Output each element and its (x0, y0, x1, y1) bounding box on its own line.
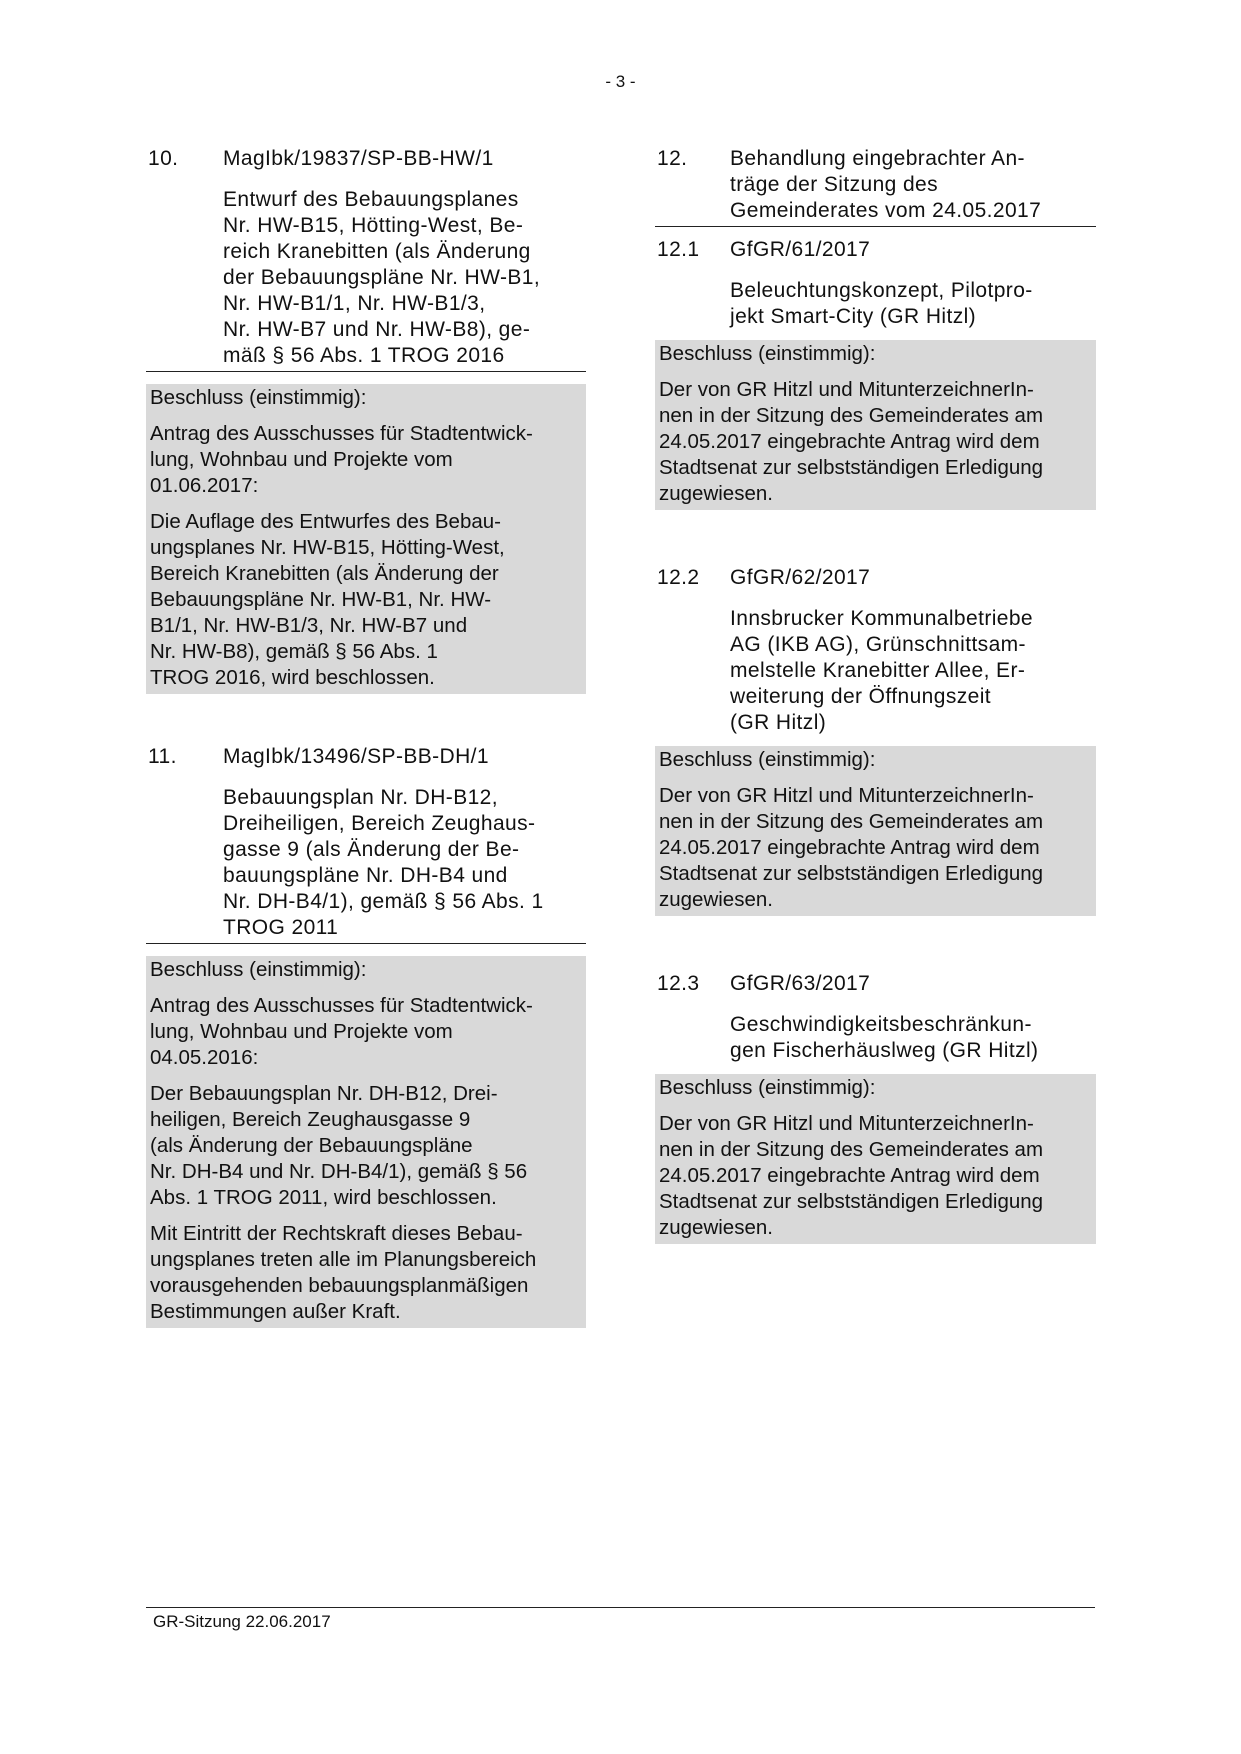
decision-box (655, 1074, 1096, 1244)
agenda-item-12-3 (655, 971, 1096, 1244)
page-number: - 3 - (605, 72, 636, 91)
decision-box (655, 746, 1096, 916)
agenda-item-11 (146, 744, 586, 1328)
decision-box (146, 384, 586, 694)
item-subject: Bebauungsplan Nr. DH-B12, Dreiheiligen, Bereich Zeughaus- gasse 9 (als Änderung der Be- bauungspläne Nr. DH-B4 und Nr. DH-B4/1), gemäß § 56 Abs. 1 TROG 2011 (223, 786, 544, 939)
decision-paragraph: Antrag des Ausschusses für Stadtentwick- lung, Wohnbau und Projekte vom 01.06.2017: (150, 422, 533, 497)
item-subject: Innsbrucker Kommunalbetriebe AG (IKB AG), Grünschnittsam- melstelle Kranebitter Allee, Er- weiterung der Öffnungszeit (GR Hitzl) (730, 607, 1034, 734)
decision-paragraph: Der Bebauungsplan Nr. DH-B12, Drei- heiligen, Bereich Zeughausgasse 9 (als Änderung der Bebauungspläne Nr. DH-B4 und Nr. DH-B4/1), gemäß § 56 Abs. 1 TROG 2011, wird beschlossen. (150, 1082, 528, 1209)
footer-divider (146, 1607, 1095, 1608)
decision-paragraph: Der von GR Hitzl und MitunterzeichnerIn- nen in der Sitzung des Gemeinderates am 24.05.2017 eingebrachte Antrag wird dem Stadtsenat zur selbstständigen Erledigung zugewiesen. (659, 378, 1044, 505)
item-code: MagIbk/13496/SP-BB-DH/1 (223, 745, 489, 768)
decision-paragraph: Der von GR Hitzl und MitunterzeichnerIn- nen in der Sitzung des Gemeinderates am 24.05.2017 eingebrachte Antrag wird dem Stadtsenat zur selbstständigen Erledigung zugewiesen. (659, 784, 1044, 911)
item-subject: Entwurf des Bebauungsplanes Nr. HW-B15, Hötting-West, Be- reich Kranebitten (als Änderung der Bebauungspläne Nr. HW-B1, Nr. HW-B1/1, Nr. HW-B1/3, Nr. HW-B7 und Nr. HW-B8), ge- mäß § 56 Abs. 1 TROG 2016 (223, 188, 541, 367)
left-column (146, 146, 586, 1328)
decision-label: Beschluss (einstimmig): (150, 958, 367, 981)
footer-text: GR-Sitzung 22.06.2017 (153, 1612, 331, 1631)
section-header (655, 146, 1096, 227)
agenda-item-12-2 (655, 565, 1096, 916)
decision-label: Beschluss (einstimmig): (659, 1076, 876, 1099)
item-number: 12.3 (657, 972, 700, 995)
item-header (655, 237, 1096, 332)
item-code: GfGR/63/2017 (730, 972, 871, 995)
item-number: 12.2 (657, 566, 700, 589)
right-column (655, 146, 1096, 1244)
decision-box (146, 956, 586, 1328)
decision-box (655, 340, 1096, 510)
decision-paragraph: Die Auflage des Entwurfes des Bebau- ungsplanes Nr. HW-B15, Hötting-West, Bereich Kranebitten (als Änderung der Bebauungspläne Nr. HW-B1, Nr. HW- B1/1, Nr. HW-B1/3, Nr. HW-B7 und Nr. HW-B8), gemäß § 56 Abs. 1 TROG 2016, wird beschlossen. (150, 510, 505, 689)
decision-label: Beschluss (einstimmig): (659, 748, 876, 771)
decision-paragraph: Der von GR Hitzl und MitunterzeichnerIn- nen in der Sitzung des Gemeinderates am 24.05.2017 eingebrachte Antrag wird dem Stadtsenat zur selbstständigen Erledigung zugewiesen. (659, 1112, 1044, 1239)
section-number: 12. (657, 147, 688, 170)
item-subject: Beleuchtungskonzept, Pilotpro- jekt Smart-City (GR Hitzl) (730, 279, 1033, 328)
item-number: 12.1 (657, 238, 700, 261)
decision-paragraph: Antrag des Ausschusses für Stadtentwick- lung, Wohnbau und Projekte vom 04.05.2016: (150, 994, 533, 1069)
item-header (655, 565, 1096, 738)
item-header (146, 744, 586, 944)
decision-label: Beschluss (einstimmig): (659, 342, 876, 365)
item-subject: Geschwindigkeitsbeschränkun- gen Fischerhäuslweg (GR Hitzl) (730, 1013, 1039, 1062)
item-number: 11. (148, 745, 177, 768)
item-code: GfGR/61/2017 (730, 238, 871, 261)
section-title: Behandlung eingebrachter An- träge der Sitzung des Gemeinderates vom 24.05.2017 (730, 147, 1042, 222)
agenda-item-12-1 (655, 237, 1096, 510)
decision-paragraph: Mit Eintritt der Rechtskraft dieses Bebau- ungsplanes treten alle im Planungsbereich vorausgehenden bebauungsplanmäßigen Bestimmungen außer Kraft. (150, 1222, 537, 1323)
agenda-item-10 (146, 146, 586, 694)
item-number: 10. (148, 147, 179, 170)
item-code: MagIbk/19837/SP-BB-HW/1 (223, 147, 494, 170)
item-header (655, 971, 1096, 1066)
decision-label: Beschluss (einstimmig): (150, 386, 367, 409)
item-header (146, 146, 586, 372)
item-code: GfGR/62/2017 (730, 566, 871, 589)
